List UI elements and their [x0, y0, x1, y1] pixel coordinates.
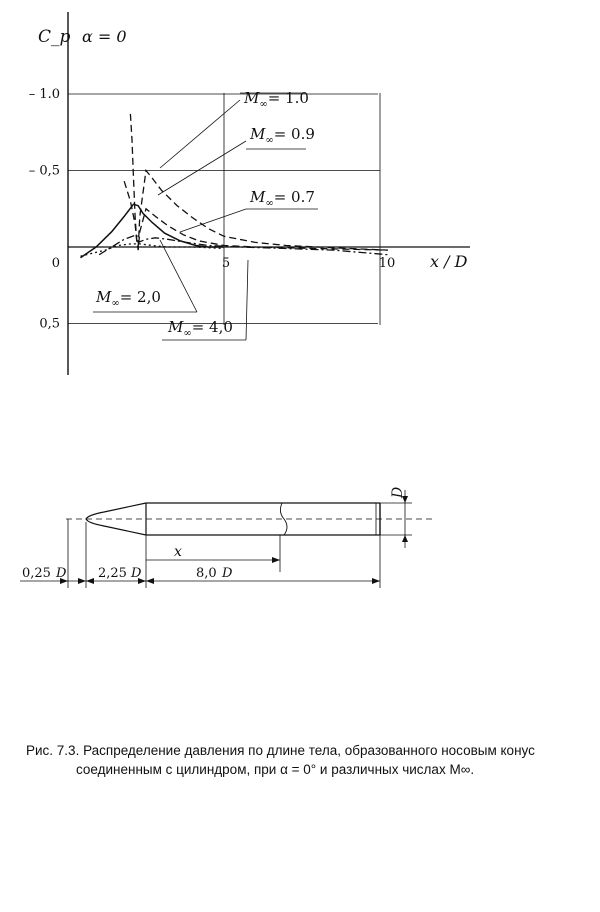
cylinder-dim-unit: D — [222, 566, 233, 581]
pressure-chart — [29, 12, 470, 375]
y-axis-label: C_p — [38, 27, 71, 47]
x-tick-label-1: 10 — [378, 256, 396, 271]
nose-tip-dim-unit: D — [56, 566, 67, 581]
cone-dim-value: 2,25 — [98, 566, 127, 581]
y-tick-label-2: 0 — [51, 256, 60, 271]
series-line-3 — [81, 204, 225, 258]
series-label-1: $M_\infty= 0.9$ — [250, 125, 315, 146]
nose-tip-dim-value: 0,25 — [22, 566, 51, 581]
y-tick-label-3: 0,5 — [39, 316, 60, 332]
series-labels — [93, 89, 318, 340]
series-line-2 — [99, 235, 388, 255]
series-label-0: $M_\infty= 1.0$ — [244, 89, 309, 110]
caption-line-2: соединенным с цилиндром, при α = 0° и различных числах M∞. — [76, 762, 475, 777]
diameter-label: D — [390, 486, 406, 498]
cylinder-dim-value: 8,0 — [196, 566, 217, 581]
cone-dim-unit: D — [131, 566, 142, 581]
x-tick-label-0: 5 — [221, 256, 231, 271]
y-tick-label-0: – 1.0 — [28, 87, 60, 102]
chart-grid — [68, 93, 380, 325]
series-group — [81, 114, 388, 258]
caption-line-1: Рис. 7.3. Распределение давления по длине тела, образованного носовым конус — [26, 743, 535, 758]
series-label-4: $M_\infty= 4,0$ — [168, 318, 233, 339]
alpha-label: α = 0 — [82, 27, 127, 46]
series-leader-0 — [160, 100, 240, 168]
x-dim-label: x — [174, 544, 182, 560]
x-axis-label: x / D — [430, 252, 468, 271]
series-leader-1 — [158, 141, 246, 195]
figure-caption — [26, 741, 586, 779]
series-leader-3 — [160, 240, 197, 312]
series-leader-4 — [246, 260, 248, 340]
series-leader-2 — [180, 209, 246, 232]
series-label-2: $M_\infty= 0.7$ — [250, 188, 315, 209]
series-label-3: $M_\infty= 2,0$ — [96, 288, 161, 309]
y-tick-label-1: – 0,5 — [28, 163, 60, 179]
